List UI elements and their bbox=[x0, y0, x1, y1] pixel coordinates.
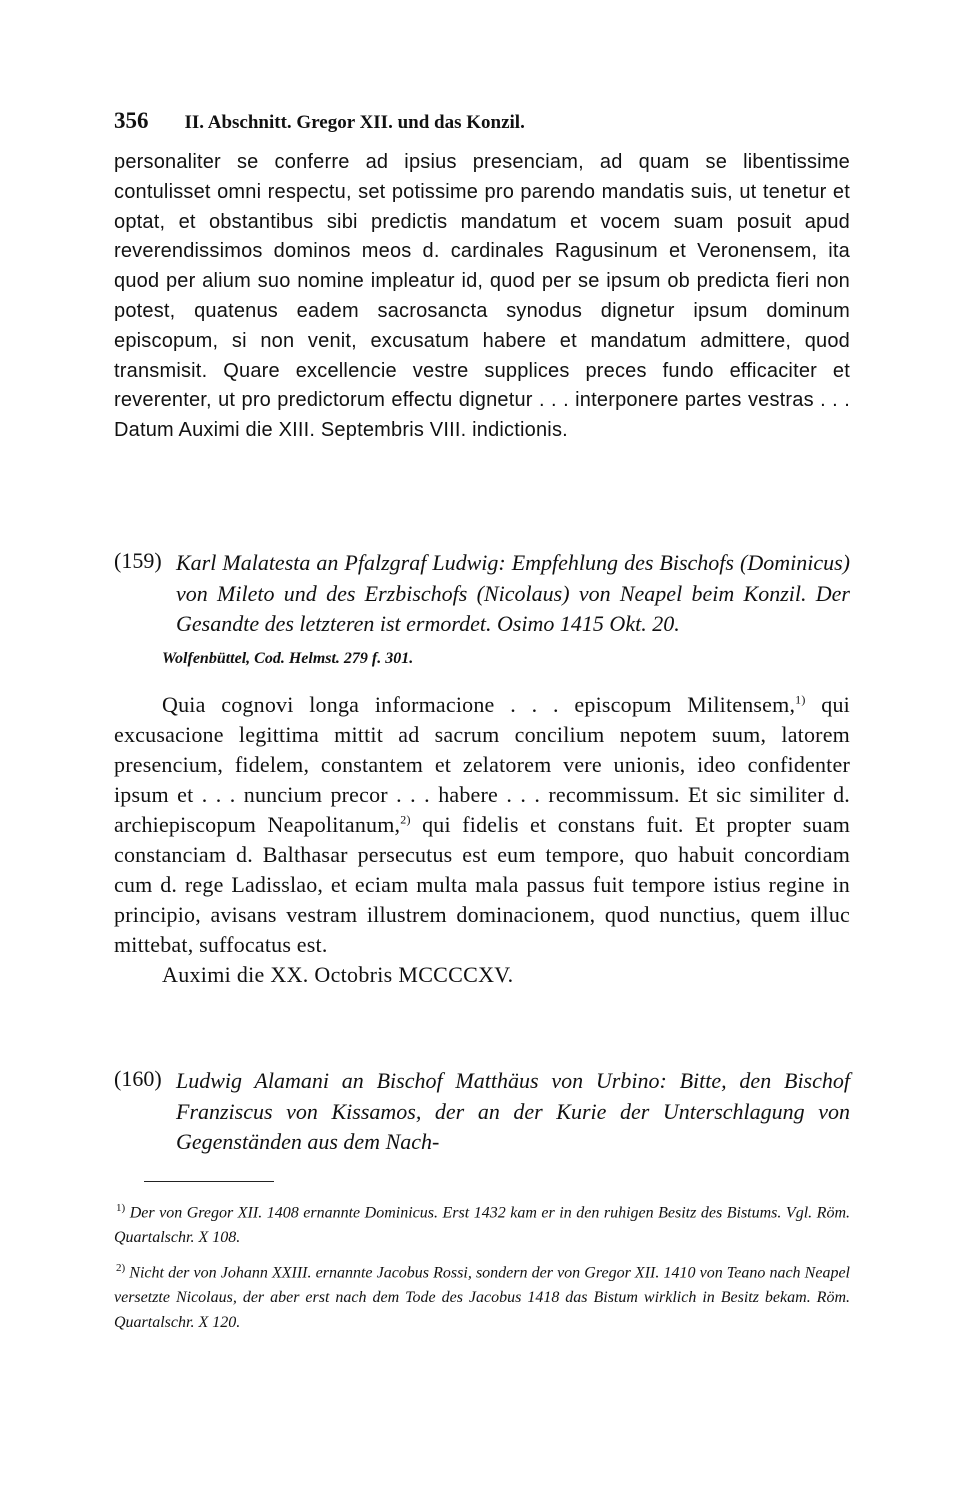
document-entry-159 bbox=[114, 548, 850, 990]
footnotes bbox=[114, 1196, 850, 1341]
footnote-text: Nicht der von Johann XXIII. ernannte Jacobus Rossi, sondern der von Gregor XII. 1410 von Teano nach Neapel versetzte Nicolaus, der aber erst nach dem Tode des Jacobus 1418 das Bistum wirklich in Besitz bekam. Röm. Quartalschr. X 120. bbox=[114, 1264, 850, 1331]
regest-159 bbox=[114, 548, 850, 640]
continued-text: personaliter se conferre ad ipsius presenciam, ad quam se libentissime contulisset omni respectu, set potissime pro parendo mandatis suis, ut tenetur et optat, et obstantibus sibi predictis mandatum et vocem suam posuit apud reverendissimos dominos meos d. cardinales Ragusinum et Veronensem, ita quod per alium suo nomine impleatur id, quod per se ipsum ob predicta fieri non potest, quatenus eadem sacrosancta synodus dignetur ipsum dominum episcopum, si non venit, excusatum habere et mandatum admittere, quod transmisit. Quare excellencie vestre supplices preces fundo efficaciter et reverenter, ut pro predictorum effectu dignetur . . . interponere partes vestras . . . Datum Auximi die XIII. Septembris VIII. indictionis. bbox=[114, 151, 850, 442]
running-head: II. Abschnitt. Gregor XII. und das Konzil. bbox=[184, 112, 525, 133]
page-header bbox=[114, 108, 848, 138]
footnote-2 bbox=[114, 1256, 850, 1335]
letter-body-part: qui excusacione legittima mittit ad sacrum concilium nepotem suum, latorem presencium, fidelem, constantem et zelatorem vere unionis, ideo confidenter ipsum et . . . nuncium precor . . . habere . . . recommissum. Et sic similiter d. archiepiscopum Neapolitanum, bbox=[114, 691, 850, 837]
letter-body-part: Quia cognovi longa informacione . . . episcopum Militensem, bbox=[162, 691, 796, 717]
entry-number: (160) bbox=[114, 1066, 162, 1091]
source-citation: Wolfenbüttel, Cod. Helmst. 279 f. 301. bbox=[162, 649, 414, 667]
page-number: 356 bbox=[114, 108, 149, 133]
footnote-divider bbox=[144, 1181, 274, 1182]
letter-body bbox=[114, 690, 850, 960]
footnote-ref-2[interactable]: 2) bbox=[400, 812, 411, 827]
regest-text: Ludwig Alamani an Bischof Matthäus von Urbino: Bitte, den Bischof Franziscus von Kissamos, der an der Kurie der Unterschlagung von Gegenständen aus dem Nach- bbox=[176, 1068, 850, 1154]
entry-number: (159) bbox=[114, 548, 162, 573]
footnote-mark: 2) bbox=[116, 1262, 126, 1275]
letter-closing: Auximi die XX. Octobris MCCCCXV. bbox=[162, 961, 514, 987]
regest-text: Karl Malatesta an Pfalzgraf Ludwig: Empfehlung des Bischofs (Dominicus) von Mileto und des Erzbischofs (Nicolaus) von Neapel beim Konzil. Der Gesandte des letzteren ist ermordet. Osimo 1415 Okt. 20. bbox=[176, 550, 850, 636]
regest-160 bbox=[114, 1066, 850, 1158]
footnote-text: Der von Gregor XII. 1408 ernannte Dominicus. Erst 1432 kam er in den ruhigen Besitz des Bistums. Vgl. Röm. Quartalschr. X 108. bbox=[114, 1204, 850, 1246]
footnote-mark: 1) bbox=[116, 1202, 126, 1214]
footnote-1 bbox=[114, 1196, 850, 1250]
document-entry-160 bbox=[114, 1066, 850, 1158]
letter-body-part: qui fidelis et constans fuit. Et propter suam constanciam d. Balthasar persecutus est eum tempore, quo habuit concordiam cum d. rege Ladisslao, et eciam multa mala passus fuit tempore istius regine in principio, avisans vestram illustrem dominacionem, quod nunctius, quem illuc mittebat, suffocatus est. bbox=[114, 811, 851, 957]
footnote-ref-1[interactable]: 1) bbox=[795, 692, 806, 707]
